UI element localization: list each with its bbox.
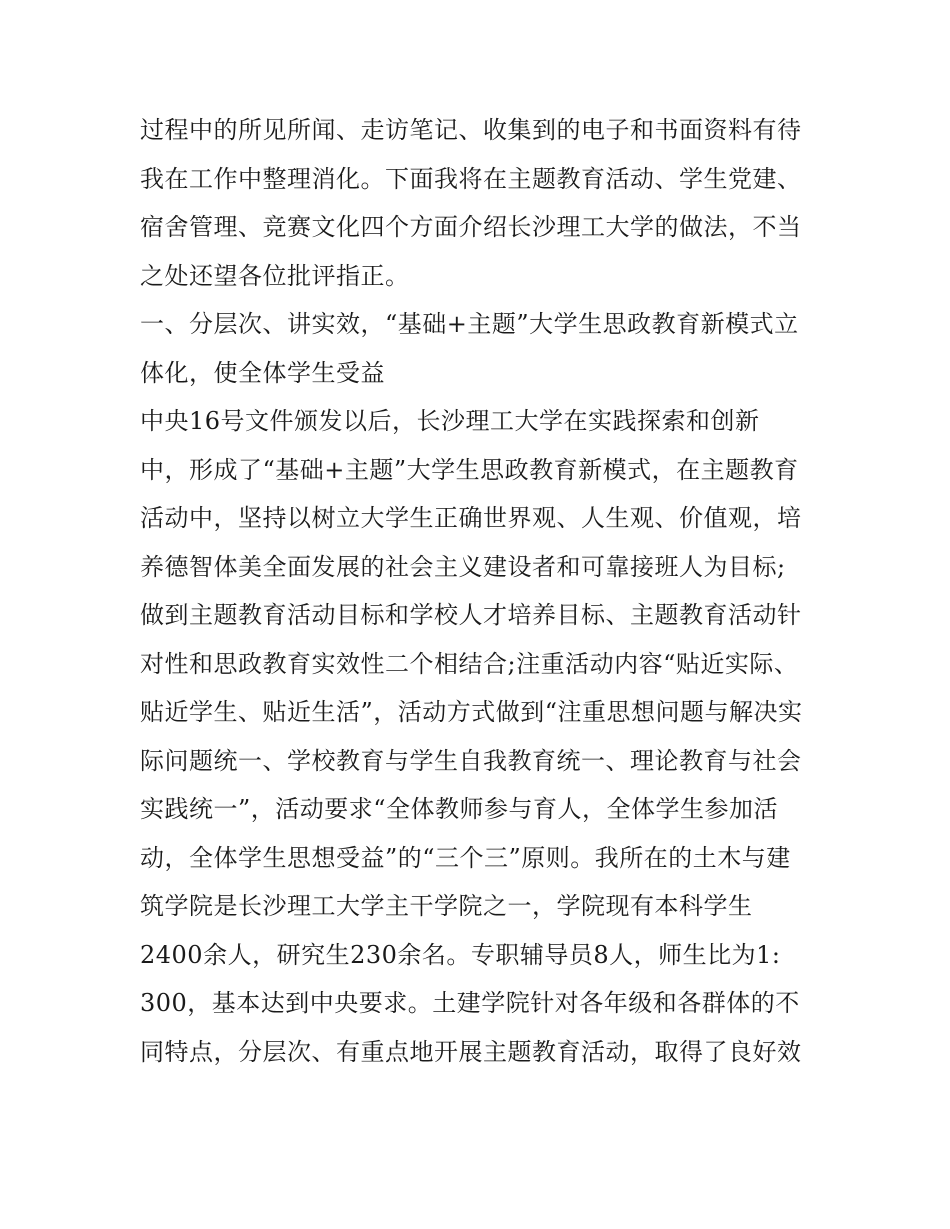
section-heading-line: 体化，使全体学生受益 (140, 358, 385, 387)
text-line: 中央16号文件颁发以后，长沙理工大学在实践探索和创新 (140, 407, 760, 435)
text-line: 同特点，分层次、有重点地开展主题教育活动，取得了良好效 (140, 1037, 802, 1066)
text-line: 之处还望各位批评指正。 (140, 261, 410, 290)
text-line: 贴近学生、贴近生活”，活动方式做到“注重思想问题与解决实 (140, 698, 803, 726)
text-line: 过程中的所见所闻、走访笔记、收集到的电子和书面资料有待 (140, 116, 802, 144)
body-text (140, 106, 830, 1076)
text-line: 做到主题教育活动目标和学校人才培养目标、主题教育活动针 (140, 601, 802, 629)
text-line: 300，基本达到中央要求。土建学院针对各年级和各群体的不 (140, 989, 800, 1017)
section-heading-line: 一、分层次、讲实效，“基础+主题”大学生思政教育新模式立 (140, 310, 799, 338)
text-line: 宿舍管理、竞赛文化四个方面介绍长沙理工大学的做法，不当 (140, 213, 802, 241)
text-line: 养德智体美全面发展的社会主义建设者和可靠接班人为目标; (140, 552, 786, 581)
text-line: 我在工作中整理消化。下面我将在主题教育活动、学生党建、 (140, 164, 802, 193)
text-line: 际问题统一、学校教育与学生自我教育统一、理论教育与社会 (140, 746, 802, 775)
text-line: 动，全体学生思想受益”的“三个三”原则。我所在的土木与建 (140, 843, 791, 872)
text-line: 对性和思政教育实效性二个相结合;注重活动内容“贴近实际、 (140, 649, 799, 678)
text-line: 筑学院是长沙理工大学主干学院之一，学院现有本科学生 (140, 892, 753, 920)
text-line: 中，形成了“基础+主题”大学生思政教育新模式，在主题教育 (140, 455, 799, 484)
text-line: 活动中，坚持以树立大学生正确世界观、人生观、价值观，培 (140, 504, 802, 532)
text-line: 实践统一”，活动要求“全体教师参与育人，全体学生参加活 (140, 795, 779, 823)
text-line: 2400余人，研究生230余名。专职辅导员8人，师生比为1: (140, 940, 781, 969)
